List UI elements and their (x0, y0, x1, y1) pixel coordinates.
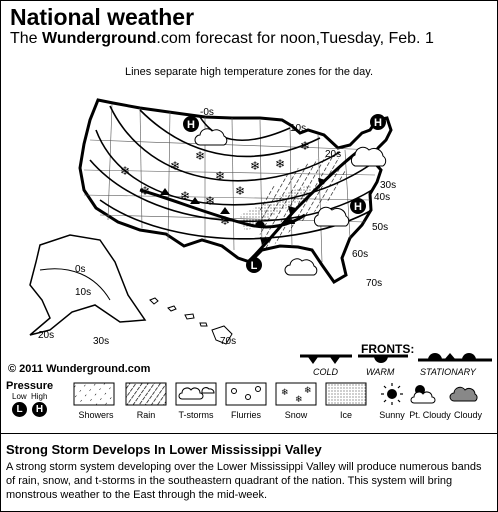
temp-label: 20s (325, 149, 342, 160)
temp-label: 70s (366, 278, 383, 289)
svg-text:❄: ❄ (205, 194, 216, 208)
svg-text:❄: ❄ (195, 149, 206, 163)
legend-cloudy-label: Cloudy (453, 410, 482, 420)
legend-flurries-label: Flurries (230, 410, 261, 420)
tstorms-swatch (176, 383, 216, 405)
legend-snow-label: Snow (284, 410, 308, 420)
temp-label: 50s (372, 222, 389, 233)
svg-text:❄: ❄ (220, 214, 231, 228)
svg-text:❄: ❄ (140, 184, 151, 198)
legend-showers-label: Showers (78, 410, 114, 420)
high-label: High (31, 392, 48, 401)
temp-label: 0s (75, 264, 86, 275)
svg-text:❄: ❄ (275, 157, 286, 171)
svg-text:❄: ❄ (281, 387, 289, 397)
subtitle-prefix: The (10, 30, 43, 47)
temp-label: 30s (380, 180, 397, 191)
svg-text:❄: ❄ (170, 159, 181, 173)
legend-rain-label: Rain (136, 410, 156, 420)
high-pressure-marker: H (187, 119, 195, 131)
svg-text:❄: ❄ (300, 139, 311, 153)
temp-label: -0s (200, 107, 214, 118)
warm-front-label: WARM (366, 367, 395, 377)
fronts-title: FRONTS: (361, 342, 415, 356)
cold-front-label: COLD (313, 367, 339, 377)
warm-front-symbol (358, 356, 408, 363)
pressure-legend-title: Pressure (6, 380, 54, 392)
temp-label: 70s (220, 336, 237, 347)
temp-label: 30s (93, 336, 110, 347)
story-headline: Strong Storm Develops In Lower Mississippi Valley (6, 442, 322, 457)
partly-cloudy-icon (411, 385, 435, 403)
subtitle-brand: Wunderground (42, 30, 157, 47)
legend-pt-cloudy-label: Pt. Cloudy (409, 410, 451, 420)
high-pressure-icon: H (32, 402, 47, 417)
flurries-swatch (226, 383, 266, 405)
story-divider (0, 433, 498, 434)
svg-text:❄: ❄ (235, 184, 246, 198)
svg-text:❄: ❄ (295, 394, 303, 404)
rain-swatch (126, 383, 166, 405)
alaska-outline (30, 235, 145, 335)
low-pressure-icon: L (12, 402, 27, 417)
high-pressure-marker: H (374, 117, 382, 129)
legend-sunny-label: Sunny (379, 410, 405, 420)
snow-swatch (276, 383, 316, 405)
low-pressure-marker: L (250, 260, 258, 272)
temp-label: 10s (75, 287, 92, 298)
high-pressure-marker: H (354, 201, 362, 213)
story-body: A strong storm system developing over the Lower Mississippi Valley will produce numerous bands of rain, snow, and t-storms in the southeastern quadrant of the nation. This system will bring monstrous weather to the East through the mid-week. (6, 461, 482, 501)
legend-tstorms-label: T-storms (178, 410, 214, 420)
cold-front-symbol (300, 356, 352, 364)
weather-map (0, 80, 498, 360)
temp-label: 60s (352, 249, 369, 260)
sunny-icon (381, 383, 403, 405)
temp-label: 10s (290, 123, 307, 134)
cloudy-icon (450, 387, 477, 401)
svg-text:❄: ❄ (215, 169, 226, 183)
svg-text:❄: ❄ (304, 385, 312, 395)
page-subtitle (10, 30, 434, 48)
map-note: Lines separate high temperature zones for the day. (124, 66, 374, 78)
legend-swatches (70, 381, 490, 407)
showers-swatch (74, 383, 114, 405)
stationary-front-symbol (418, 353, 492, 360)
copyright-text: © 2011 Wunderground.com (8, 363, 151, 375)
temp-label: 20s (38, 330, 55, 341)
svg-text:❄: ❄ (180, 189, 191, 203)
ice-swatch (326, 383, 366, 405)
low-label: Low (12, 392, 27, 401)
svg-text:❄: ❄ (250, 159, 261, 173)
stationary-front-label: STATIONARY (420, 367, 476, 377)
legend-ice-label: Ice (339, 410, 352, 420)
fronts-legend-symbols (296, 352, 496, 368)
temp-label: 40s (374, 192, 391, 203)
svg-text:❄: ❄ (120, 164, 131, 178)
page-title: National weather (10, 4, 195, 30)
subtitle-suffix: .com forecast for noon,Tuesday, Feb. 1 (156, 30, 434, 47)
